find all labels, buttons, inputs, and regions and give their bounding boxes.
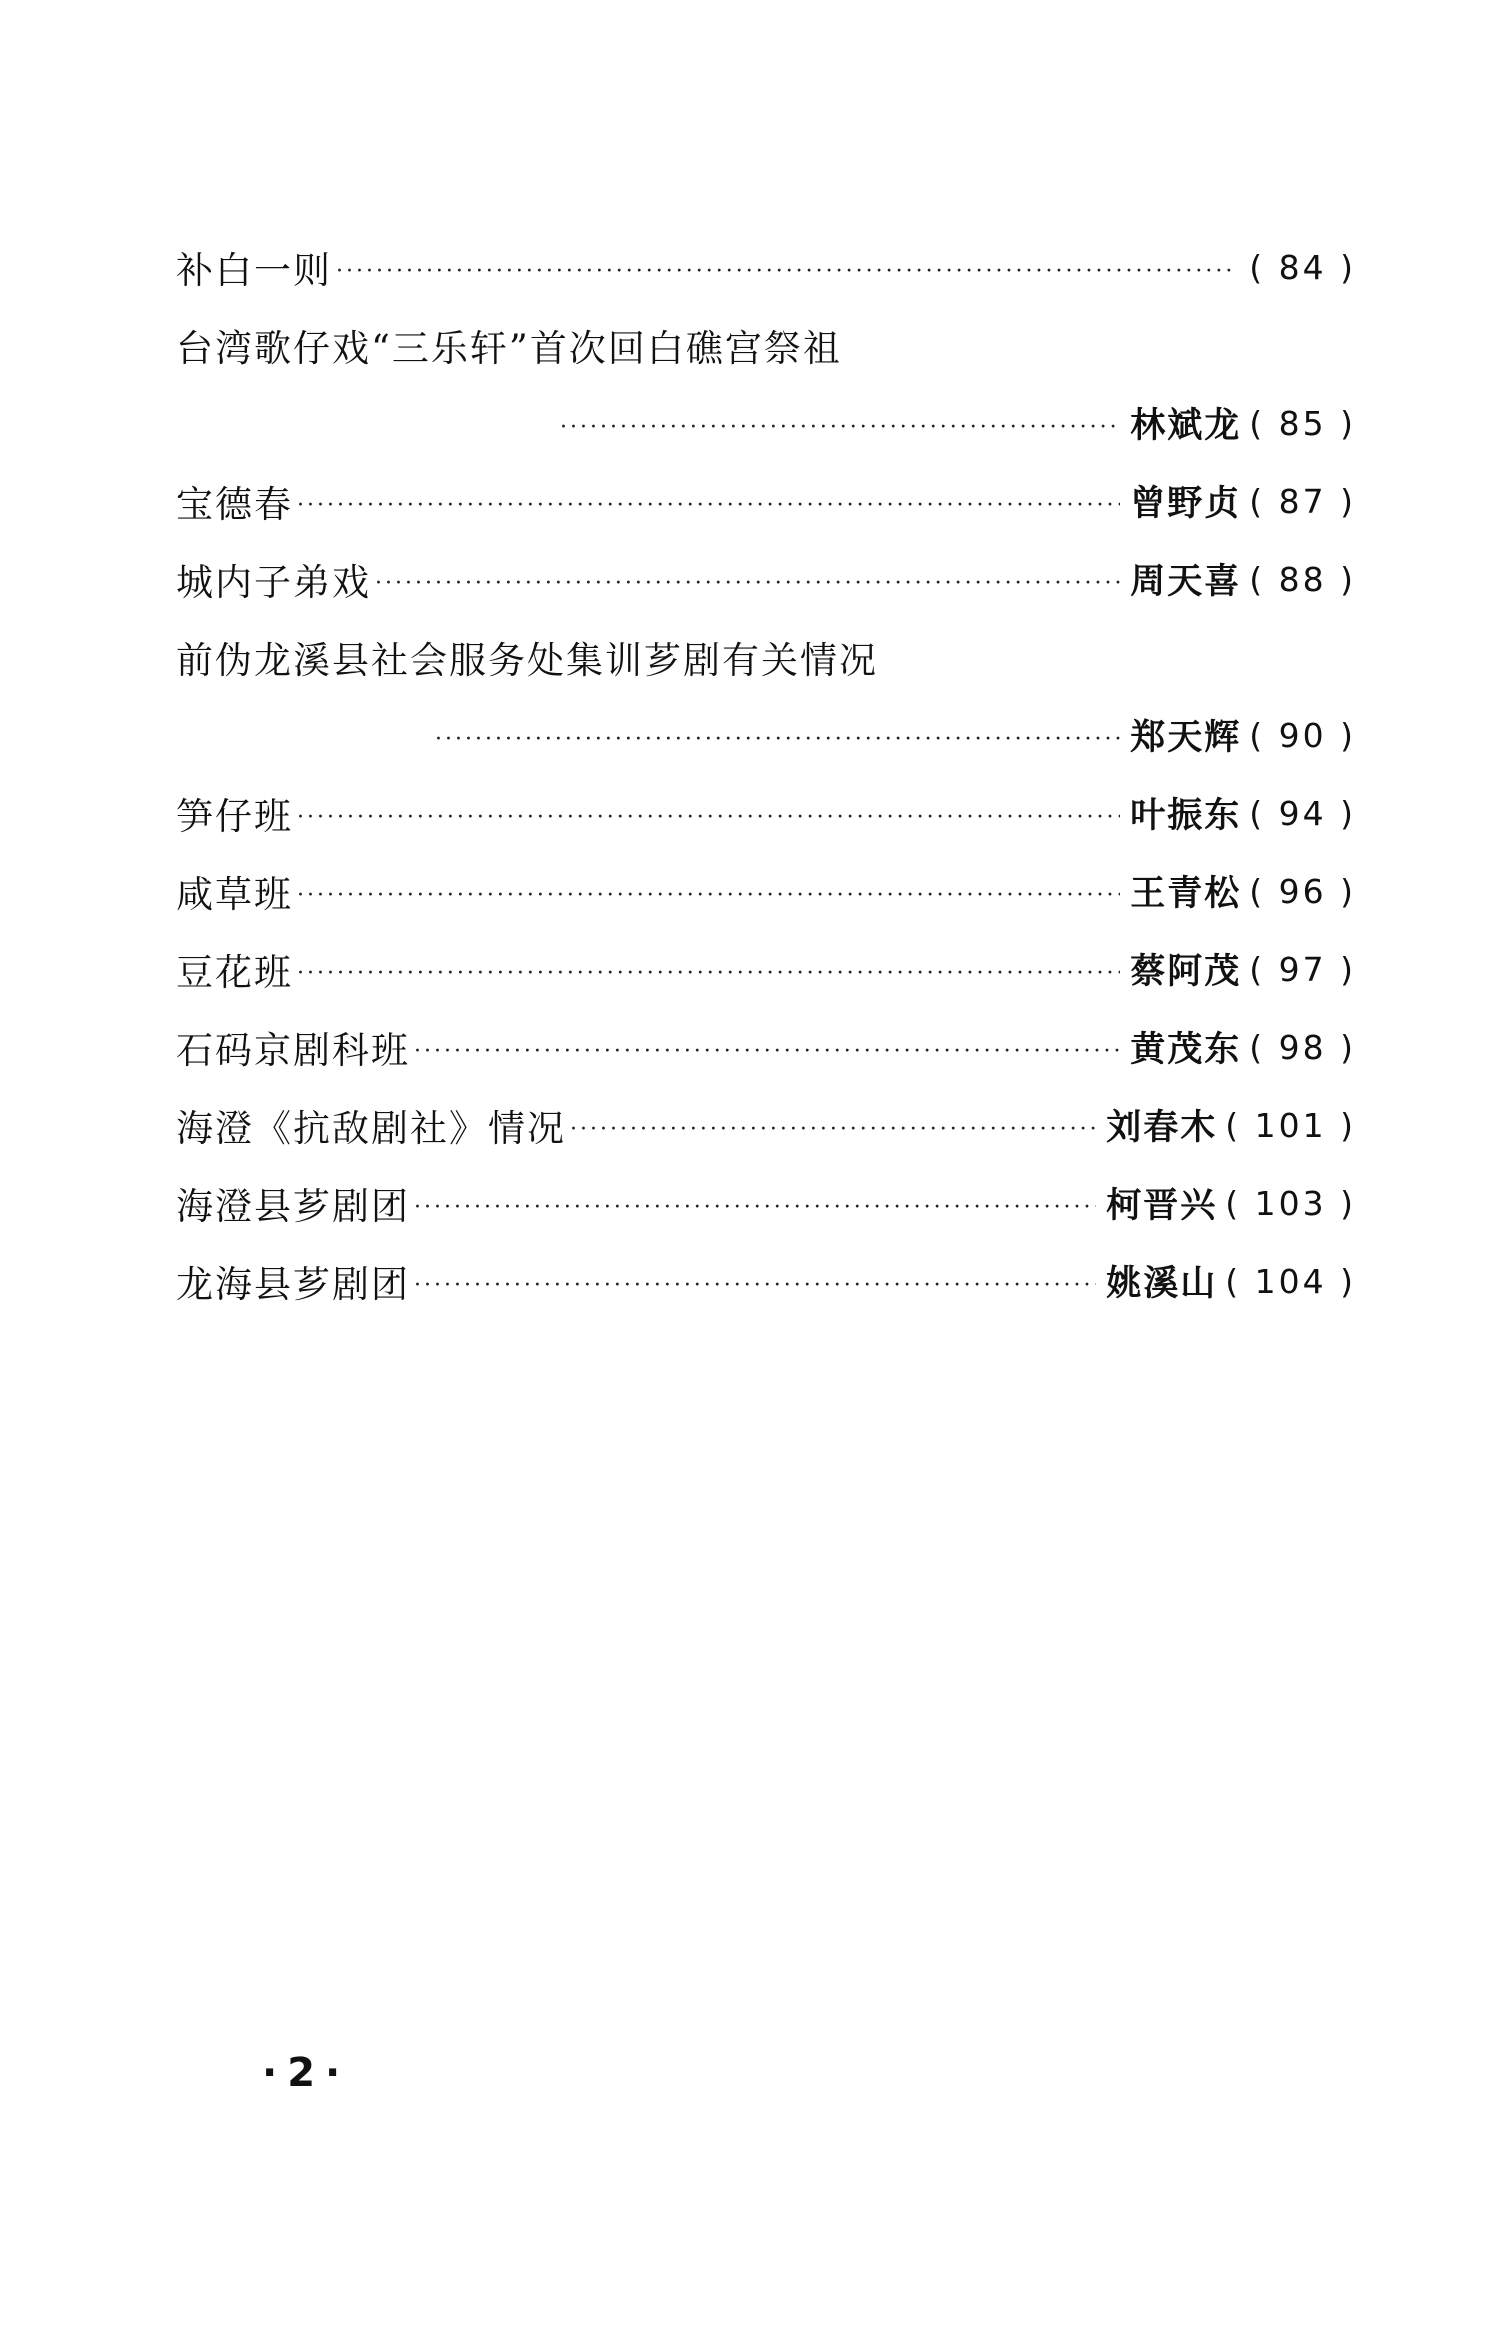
toc-entry-continuation	[176, 384, 1356, 462]
toc-entry-page: ( 90 )	[1249, 715, 1356, 755]
dot-leader	[375, 571, 1120, 596]
toc-entry-page: ( 101 )	[1225, 1105, 1356, 1145]
toc-entry-title: 城内子弟戏	[176, 561, 371, 604]
toc-entry-title: 台湾歌仔戏“三乐轩”首次回白礁宫祭祖	[176, 327, 842, 370]
toc-entry	[176, 462, 1356, 540]
toc-entry-page: ( 104 )	[1225, 1261, 1356, 1301]
toc-entry-page: ( 98 )	[1249, 1027, 1356, 1067]
dot-leader	[570, 1117, 1096, 1142]
toc-entry-title: 龙海县芗剧团	[176, 1263, 410, 1306]
toc-entry-title: 咸草班	[176, 873, 293, 916]
toc-entry-title: 笋仔班	[176, 795, 293, 838]
dot-leader	[414, 1039, 1120, 1064]
toc-entry-author: 黄茂东	[1130, 1030, 1242, 1070]
toc-entry-author: 叶振东	[1130, 796, 1242, 836]
toc-entry-page: ( 94 )	[1249, 793, 1356, 833]
toc-entry-author: 周天喜	[1130, 562, 1242, 602]
toc-entry-title-line	[176, 618, 1356, 696]
toc-entry-page: ( 84 )	[1249, 247, 1356, 287]
dot-leader	[297, 961, 1120, 986]
toc-entry-page: ( 87 )	[1249, 481, 1356, 521]
toc-entry-page: ( 103 )	[1225, 1183, 1356, 1223]
toc-entry-title: 海澄县芗剧团	[176, 1185, 410, 1228]
toc-entry-author: 姚溪山	[1106, 1264, 1218, 1304]
toc-entry-title: 宝德春	[176, 483, 293, 526]
toc-entry	[176, 930, 1356, 1008]
toc-entry	[176, 774, 1356, 852]
toc-entry	[176, 1242, 1356, 1320]
toc-entry	[176, 540, 1356, 618]
toc-entry	[176, 228, 1356, 306]
toc-entry-title-line	[176, 306, 1356, 384]
dot-leader	[414, 1195, 1096, 1220]
toc-entry-author: 曾野贞	[1130, 484, 1242, 524]
dot-leader	[336, 259, 1237, 284]
toc-entry-page: ( 85 )	[1249, 403, 1356, 443]
page-number: ·2·	[262, 2050, 351, 2096]
toc-entry-author: 蔡阿茂	[1130, 952, 1242, 992]
toc-entry-page: ( 88 )	[1249, 559, 1356, 599]
dot-leader	[414, 1273, 1096, 1298]
toc-entry-title: 豆花班	[176, 951, 293, 994]
toc-entry-page: ( 97 )	[1249, 949, 1356, 989]
toc-entry-title: 石码京剧科班	[176, 1029, 410, 1072]
dot-leader	[297, 805, 1120, 830]
toc-entry-page: ( 96 )	[1249, 871, 1356, 911]
toc-entry	[176, 852, 1356, 930]
toc-entry	[176, 1008, 1356, 1086]
toc-entry-title: 前伪龙溪县社会服务处集训芗剧有关情况	[176, 639, 878, 682]
dot-leader	[560, 415, 1120, 440]
toc-entry-author: 刘春木	[1106, 1108, 1218, 1148]
toc-entry	[176, 1086, 1356, 1164]
table-of-contents	[176, 228, 1356, 1320]
toc-entry-title: 海澄《抗敌剧社》情况	[176, 1107, 566, 1150]
toc-entry-author: 王青松	[1130, 874, 1242, 914]
toc-entry-author: 郑天辉	[1130, 718, 1242, 758]
toc-entry	[176, 1164, 1356, 1242]
dot-leader	[435, 727, 1120, 752]
toc-entry-author: 林斌龙	[1130, 406, 1242, 446]
dot-leader	[297, 493, 1120, 518]
toc-entry-continuation	[176, 696, 1356, 774]
toc-entry-title: 补白一则	[176, 249, 332, 292]
toc-entry-author: 柯晋兴	[1106, 1186, 1218, 1226]
dot-leader	[297, 883, 1120, 908]
